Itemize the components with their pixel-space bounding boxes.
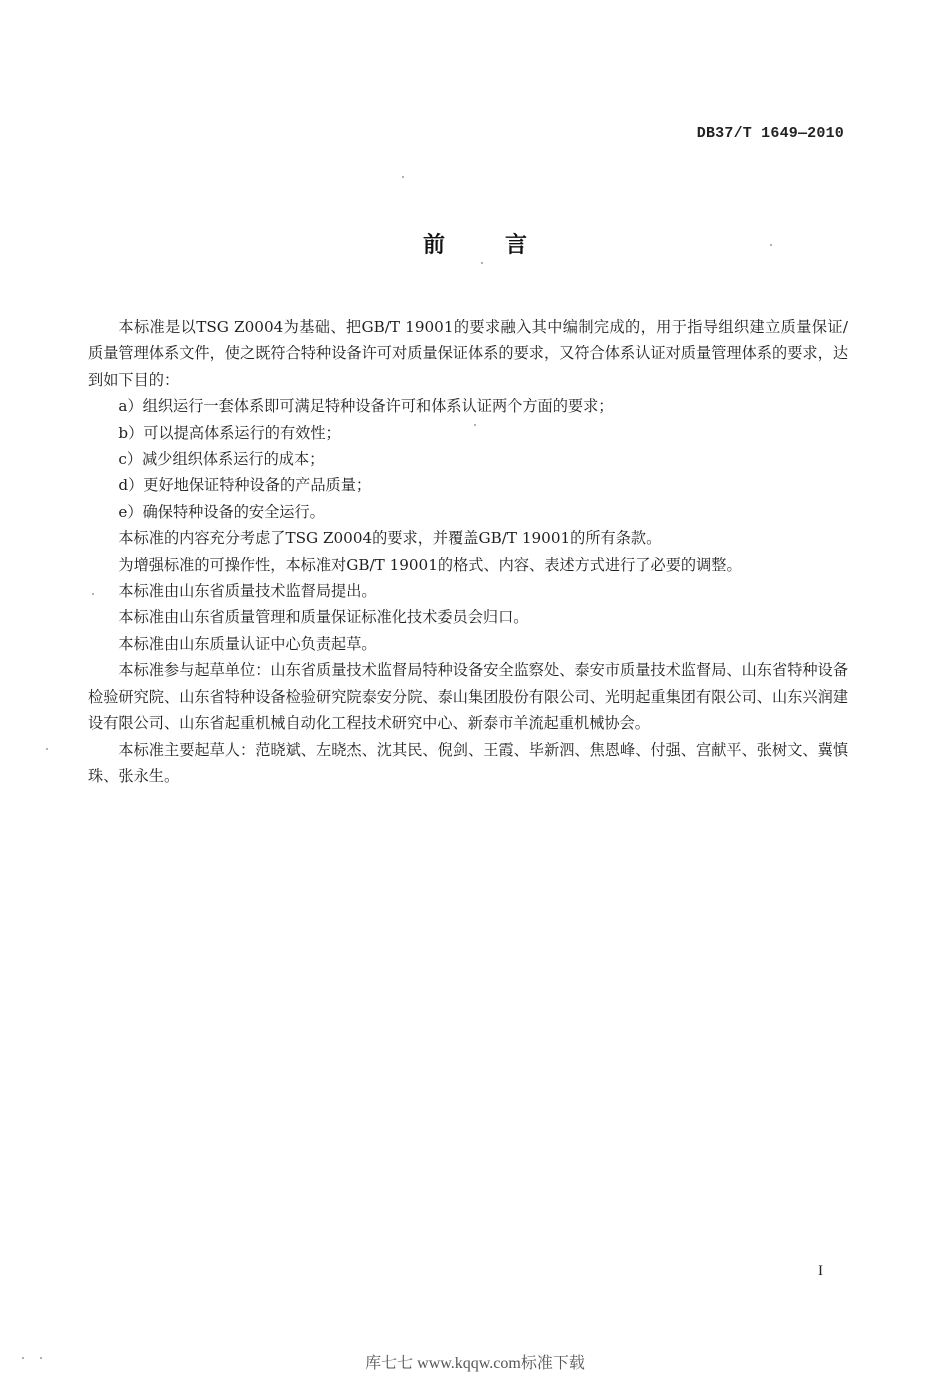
statement-proposed-by: 本标准由山东省质量技术监督局提出。 — [118, 582, 377, 601]
scan-speck — [92, 593, 94, 595]
statement-adjustment: 为增强标准的可操作性，本标准对GB/T 19001的格式、内容、表述方式进行了必要的调整。 — [118, 555, 742, 574]
scan-speck — [22, 1357, 24, 1359]
scan-speck — [402, 176, 404, 178]
scan-speck — [770, 244, 772, 246]
objective-item-c: c）减少组织体系运行的成本； — [118, 450, 325, 469]
objective-item-a: a）组织运行一套体系即可满足特种设备许可和体系认证两个方面的要求； — [118, 397, 614, 416]
objective-item-b: b）可以提高体系运行的有效性； — [118, 423, 341, 442]
objective-item-e: e）确保特种设备的安全运行。 — [118, 502, 325, 521]
intro-paragraph: 本标准是以TSG Z0004为基础、把GB/T 19001的要求融入其中编制完成的，用于指导组织建立质量保证/质量管理体系文件，使之既符合特种设备许可对质量保证体系的要求，又符合体系认证对质量管理体系的要求，达到如下目的： — [88, 318, 848, 389]
page-title-char-1: 前 — [422, 233, 445, 258]
foreword-body — [88, 314, 848, 789]
scan-speck — [40, 1357, 42, 1359]
page-title — [0, 228, 950, 259]
page-title-char-2: 言 — [505, 233, 528, 258]
scan-speck — [46, 748, 48, 750]
main-drafters-paragraph: 本标准主要起草人：范晓斌、左晓杰、沈其民、倪剑、王霞、毕新泗、焦恩峰、付强、宫献平、张树文、冀慎珠、张永生。 — [88, 740, 848, 785]
standard-code: DB37/T 1649—2010 — [696, 125, 844, 142]
watermark-text: 库七七 www.kqqw.com标准下载 — [365, 1355, 585, 1372]
statement-drafted-by: 本标准由山东质量认证中心负责起草。 — [118, 634, 377, 653]
scan-speck — [474, 424, 476, 426]
scan-speck — [481, 262, 483, 264]
statement-scope: 本标准的内容充分考虑了TSG Z0004的要求，并覆盖GB/T 19001的所有条款。 — [118, 529, 662, 548]
page-number: I — [818, 1263, 823, 1279]
statement-centralized-by: 本标准由山东省质量管理和质量保证标准化技术委员会归口。 — [118, 608, 529, 627]
objective-item-d: d）更好地保证特种设备的产品质量； — [118, 476, 372, 495]
drafting-units-paragraph: 本标准参与起草单位：山东省质量技术监督局特种设备安全监察处、泰安市质量技术监督局、山东省特种设备检验研究院、山东省特种设备检验研究院泰安分院、泰山集团股份有限公司、光明起重集团有限公司、山东兴润建设有限公司、山东省起重机械自动化工程技术研究中心、新泰市羊流起重机械协会。 — [88, 661, 848, 733]
